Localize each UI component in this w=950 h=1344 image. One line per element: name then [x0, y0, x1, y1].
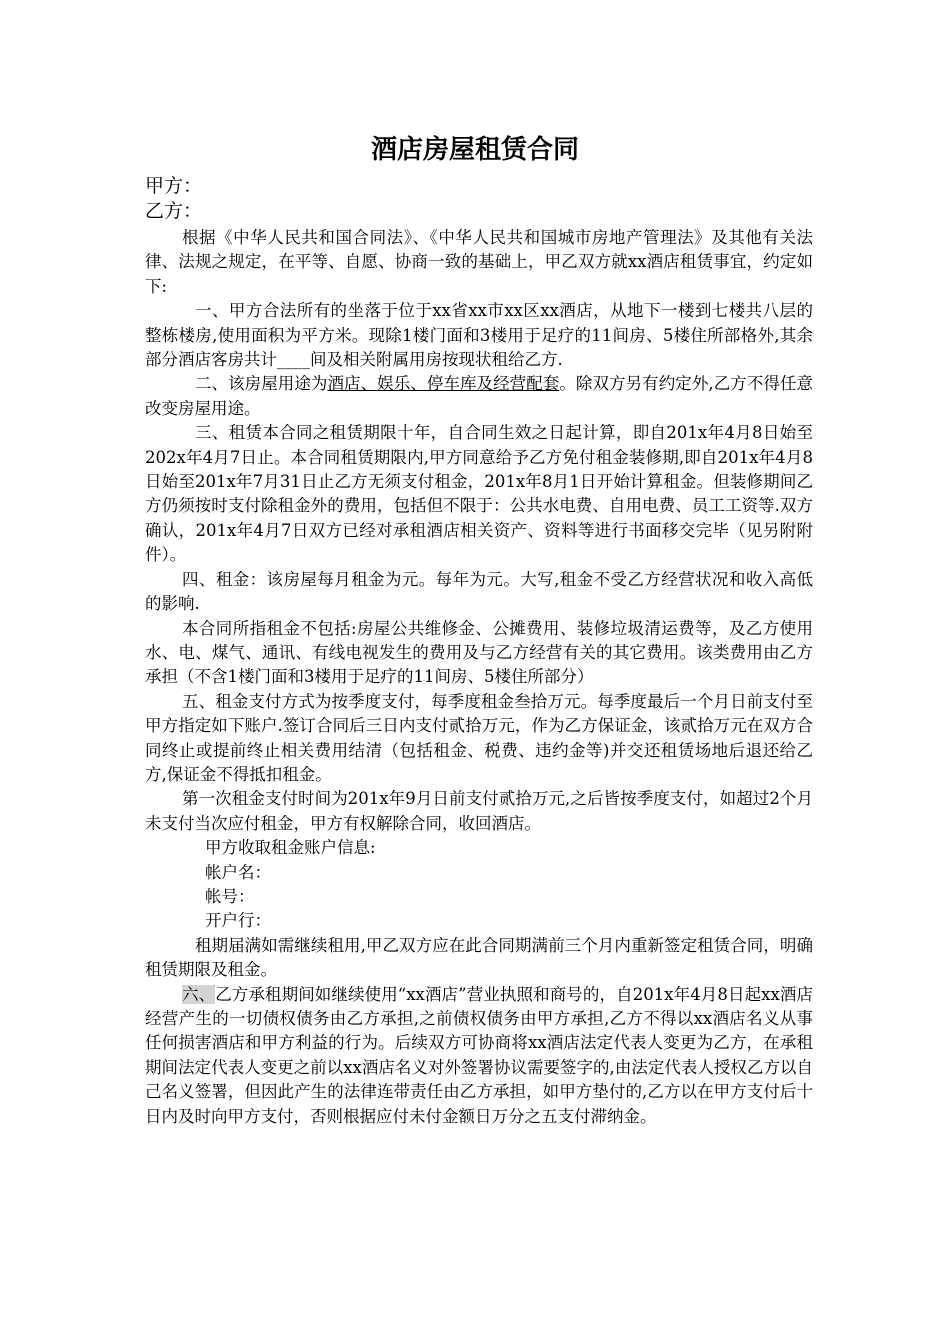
clause-4: 四、租金：该房屋每月租金为元。每年为元。大写,租金不受乙方经营状况和收入高低的影响.	[145, 569, 813, 614]
party-a-label: 甲方：	[145, 175, 203, 197]
clause-5: 五、租金支付方式为按季度支付，每季度租金叁拾万元。每季度最后一个月日前支付至甲方指定如下账户.签订合同后三日内支付贰拾万元，作为乙方保证金，该贰拾万元在双方合同终止或提前终止相关费用结清（包括租金、税费、违约金等)并交还租赁场地后退还给乙方,保证金不得抵扣租金。	[145, 691, 813, 784]
clause-3: 三、租赁本合同之租赁期限十年，自合同生效之日起计算，即自201x年4月8日始至202x年4月7日止。本合同租赁期限内,甲方同意给予乙方免付租金装修期,即自201x年4月8日始至201x年7月31日止乙方无须支付租金，201x年8月1日开始计算租金。但装修期间乙方仍须按时支付除租金外的费用，包括但不限于：公共水电费、自用电费、员工工资等.双方确认，201x年4月7日双方已经对承租酒店相关资产、资料等进行书面移交完毕（见另附附件）。	[145, 423, 813, 565]
clause-4-extra: 本合同所指租金不包括:房屋公共维修金、公摊费用、装修垃圾清运费等，及乙方使用水、电、煤气、通讯、有线电视发生的费用及与乙方经营有关的其它费用。该类费用由乙方承担（不含1楼门面和3楼用于足疗的11间房、5楼住所部分）	[145, 618, 813, 687]
account-title: 甲方收取租金账户信息:	[205, 838, 376, 858]
clause-2	[145, 372, 813, 421]
clause-2-underlined: 酒店、娱乐、停车库及经营配套	[327, 374, 560, 394]
clause-6	[145, 983, 813, 1129]
clause-6-number: 六、	[182, 984, 216, 1004]
party-b-label: 乙方：	[145, 200, 203, 222]
clause-1: 一、甲方合法所有的坐落于位于xx省xx市xx区xx酒店，从地下一楼到七楼共八层的整栋楼房,使用面积为平方米。现除1楼门面和3楼用于足疗的11间房、5楼住所部格外,其余部分酒店客房共计____间及相关附属用房按现状租给乙方.	[145, 301, 813, 370]
contract-body	[145, 226, 813, 1129]
clause-2-post: 。除双方另有约定外,乙方不得任意改变房屋用途。	[145, 374, 814, 418]
account-bank: 开户行：	[205, 911, 271, 931]
clause-6-text: 乙方承租期间如继续使用“xx酒店”营业执照和商号的，自201x年4月8日起xx酒店经营产生的一切债权债务由乙方承担,之前债权债务由甲方承担,乙方不得以xx酒店名义从事任何损害酒店和甲方利益的行为。后续双方可协商将xx酒店法定代表人变更为乙方，在承租期间法定代表人变更之前以xx酒店名义对外签署协议需要签字的,由法定代表人授权乙方以自己名义签署，但因此产生的法律连带责任由乙方承担，如甲方垫付的,乙方以在甲方支付后十日内及时向甲方支付，否则根据应付未付金额日万分之五支付滞纳金。	[145, 984, 813, 1126]
first-payment: 第一次租金支付时间为201x年9月日前支付贰拾万元,之后皆按季度支付，如超过2个月未支付当次应付租金，甲方有权解除合同，收回酒店。	[145, 789, 813, 833]
account-number: 帐号：	[205, 886, 255, 906]
intro-paragraph: 根据《中华人民共和国合同法》、《中华人民共和国城市房地产管理法》及其他有关法律、法规之规定，在平等、自愿、协商一致的基础上，甲乙双方就xx酒店租赁事宜，约定如下:	[145, 228, 813, 296]
document-title: 酒店房屋租赁合同	[370, 135, 579, 165]
clause-2-pre: 二、该房屋用途为	[195, 374, 328, 394]
renewal-paragraph: 租期届满如需继续租用,甲乙双方应在此合同期满前三个月内重新签定租赁合同，明确租赁期限及租金。	[145, 935, 813, 980]
account-name: 帐户名：	[205, 862, 271, 882]
